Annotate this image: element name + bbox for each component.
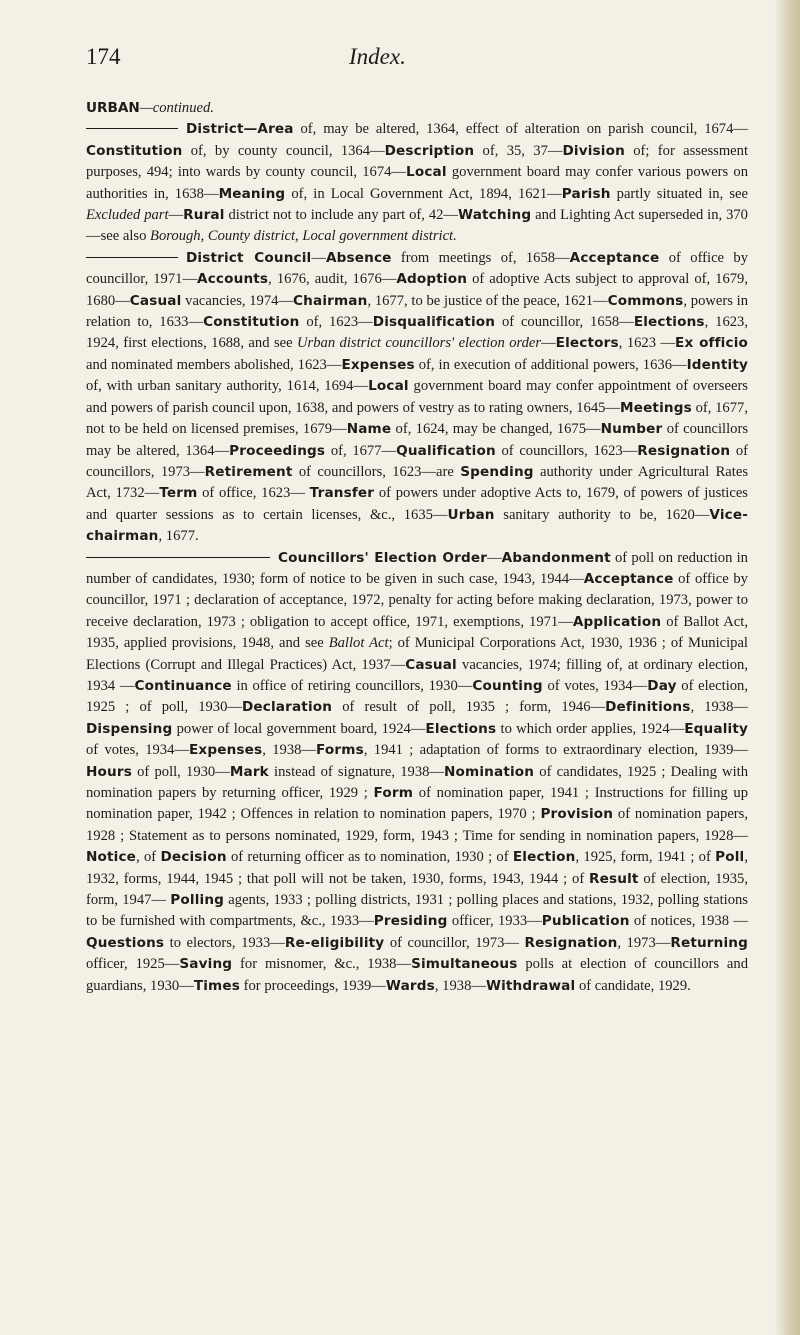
entry-text: of votes, 1934—	[542, 677, 648, 694]
index-keyword: Qualification	[396, 442, 496, 459]
ditto-rule	[86, 257, 178, 258]
entry-text: of, 1624, may be changed, 1675—	[391, 421, 601, 438]
index-keyword: Publication	[541, 913, 630, 930]
entry-text: of, 1623—	[299, 314, 373, 331]
index-keyword: Urban	[447, 506, 495, 523]
entry-text: , 1938—	[434, 977, 486, 994]
entry-text: —	[311, 249, 326, 266]
index-keyword: Questions	[86, 934, 165, 951]
entry-text: , powers in relation to, 1633—	[86, 292, 749, 331]
index-keyword: Name	[346, 421, 392, 438]
entry-text: ; of Municipal Corporations Act, 1930, 1936 ; of Municipal Elections (Corrupt and Illegal Practices) Act, 1937—	[86, 635, 748, 673]
entry-text: of votes, 1934—	[86, 742, 189, 759]
index-keyword: District Council	[186, 249, 312, 266]
cross-reference: Urban district councillors' election order	[297, 335, 542, 352]
index-keyword: Local	[368, 378, 409, 395]
index-keyword: Term	[159, 485, 198, 502]
entry-text: of candidate, 1929.	[575, 977, 691, 994]
entry-text: of, by county council, 1364—	[182, 142, 385, 159]
entry-text: agents, 1933 ; polling districts, 1931 ; polling places and stations, 1932, polling stations to be furnished with compartments, &c., 1933—	[86, 892, 748, 930]
entry-text: power of local government board, 1924—	[172, 720, 426, 737]
entry-text: authority under Agricultural Rates Act, 1732—	[86, 463, 748, 502]
entry-text: of candidates, 1925 ; Dealing with nomination papers by returning officer, 1929 ;	[86, 763, 749, 801]
index-keyword: Polling	[170, 892, 225, 909]
entry-text: government board may confer appointment of overseers and powers of parish council upon, 1638, and powers of vestry as to rating owners, 1645—	[86, 378, 748, 416]
index-keyword: Area	[257, 121, 294, 138]
index-keyword: Vice-chairman	[86, 506, 749, 545]
index-keyword: Provision	[540, 806, 614, 823]
entry-text: instead of signature, 1938—	[268, 763, 445, 780]
entry-text: of; for assessment purposes, 494; into wards by county council, 1674—	[86, 142, 749, 181]
index-keyword: Casual	[405, 656, 457, 673]
entry-text: —	[487, 549, 502, 566]
entry-text: of result of poll, 1935 ; form, 1946—	[332, 699, 606, 716]
index-body	[86, 98, 748, 997]
index-keyword: Continuance	[134, 677, 232, 694]
index-keyword: Constitution	[203, 314, 300, 331]
page-title: Index.	[349, 44, 406, 69]
index-keyword: Rural	[183, 207, 225, 224]
entry-text: , 1938—	[690, 699, 748, 716]
index-keyword: Declaration	[241, 699, 333, 716]
index-keyword: Re-eligibility	[284, 934, 385, 951]
index-keyword: Chairman	[293, 292, 368, 309]
entry-text: partly situated in, see	[610, 185, 748, 202]
entry-text: , 1623 —	[618, 335, 676, 352]
index-keyword: Meaning	[218, 185, 286, 202]
index-keyword: Number	[600, 421, 663, 438]
entry-text: of, in execution of additional powers, 1636—	[414, 356, 687, 373]
index-keyword: Forms	[316, 742, 364, 759]
index-keyword: Proceedings	[229, 442, 326, 459]
entry-text: , 1925, form, 1941 ; of	[575, 849, 716, 866]
entry-text: of councillor, 1658—	[495, 314, 634, 331]
index-keyword: Watching	[458, 207, 532, 224]
entry-text: , 1973—	[617, 934, 671, 951]
index-keyword: Wards	[385, 977, 435, 994]
cross-reference: Borough, County district, Local government district.	[150, 228, 457, 245]
index-keyword: Equality	[684, 720, 748, 737]
entry-text: of adoptive Acts subject to approval of, 1679, 1680—	[86, 271, 748, 309]
index-keyword: Saving	[179, 956, 233, 973]
index-keyword: Elections	[633, 314, 705, 331]
entry-text: —	[168, 207, 184, 224]
index-keyword: Nomination	[444, 763, 535, 780]
entry-text: , 1941 ; adaptation of forms to extraordinary election, 1939—	[363, 742, 748, 759]
index-keyword: Local	[406, 164, 447, 181]
entry-text: , 1623, 1924, first elections, 1688, and see	[86, 314, 748, 352]
index-keyword: Casual	[129, 292, 182, 309]
entry-text: and Lighting Act superseded in, 370—see also	[86, 207, 748, 245]
index-keyword: Accounts	[197, 271, 269, 288]
entry-text: of election, 1935, form, 1947—	[86, 870, 748, 909]
index-keyword: Result	[589, 870, 639, 887]
index-keyword: Resignation	[637, 442, 731, 459]
entry-text: of councillors, 1623—are	[292, 463, 461, 480]
entry-text: from meetings of, 1658—	[391, 249, 570, 266]
index-keyword: Definitions	[605, 699, 691, 716]
entry-text: and nominated members abolished, 1623—	[86, 356, 342, 373]
entry-text: of, 1677, not to be held on licensed premises, 1679—	[86, 399, 748, 438]
entry-text: , of	[136, 849, 161, 866]
page-number: 174	[86, 44, 121, 69]
ditto-rule	[86, 128, 178, 129]
index-keyword: Returning	[670, 934, 749, 951]
index-keyword: Division	[562, 142, 625, 159]
index-keyword: Form	[373, 785, 414, 801]
entry-text: to electors, 1933—	[164, 934, 285, 951]
entry-text: of councillors, 1973—	[86, 442, 748, 480]
entry-text: of office, 1623—	[197, 485, 310, 502]
index-keyword: Description	[384, 142, 475, 159]
page-edge-shadow	[774, 0, 800, 1335]
entry-heading-suffix: —continued.	[139, 100, 214, 116]
running-head	[86, 44, 746, 80]
entry-text: of powers under adoptive Acts to, 1679, of powers of justices and quarter sessions as to certain licenses, &c., 1635—	[86, 485, 748, 523]
index-entry	[86, 98, 748, 119]
index-keyword: Meetings	[620, 399, 692, 416]
entry-text: of, 35, 37—	[474, 142, 563, 159]
index-keyword: Times	[193, 977, 240, 994]
index-keyword: Commons	[607, 292, 684, 309]
entry-text: of councillors may be altered, 1364—	[86, 421, 749, 459]
index-keyword: Counting	[472, 677, 543, 694]
entry-text: for proceedings, 1939—	[240, 977, 386, 994]
entry-text: of poll on reduction in number of candidates, 1930; form of notice to be given in such case, 1943, 1944—	[86, 549, 748, 587]
index-keyword: Acceptance	[569, 249, 660, 266]
entry-text: officer, 1933—	[447, 913, 542, 930]
entry-text: vacancies, 1974; filling of, at ordinary election, 1934 —	[86, 656, 748, 694]
entry-text: officer, 1925—	[86, 956, 180, 973]
index-entry	[86, 119, 748, 247]
index-keyword: District	[186, 121, 244, 138]
entry-text: polls at election of councillors and guardians, 1930—	[86, 956, 748, 994]
index-keyword: Abandonment	[501, 549, 611, 566]
entry-heading: URBAN	[86, 100, 140, 116]
index-keyword: Parish	[561, 185, 611, 202]
index-keyword: Constitution	[86, 142, 183, 159]
index-keyword: Acceptance	[583, 570, 674, 587]
index-keyword: Notice	[86, 849, 137, 866]
entry-text: of, may be altered, 1364, effect of alteration on parish council, 1674—	[293, 121, 748, 138]
index-keyword: Councillors' Election Order	[278, 549, 488, 566]
cross-reference: Excluded part	[86, 207, 169, 224]
index-keyword: Identity	[686, 356, 748, 373]
index-keyword: Poll	[715, 849, 745, 866]
entry-text: —	[541, 335, 556, 352]
index-keyword: Application	[572, 613, 662, 630]
entry-text: of Ballot Act, 1935, applied provisions, 1948, and see	[86, 613, 748, 652]
index-keyword: Disqualification	[372, 314, 496, 331]
index-keyword: Retirement	[204, 463, 293, 480]
cross-reference: Ballot Act	[328, 635, 389, 652]
index-keyword: Day	[647, 677, 677, 694]
entry-text: of returning officer as to nomination, 1930 ; of	[226, 849, 513, 866]
entry-text: of councillors, 1623—	[495, 442, 638, 459]
entry-text: , 1932, forms, 1944, 1945 ; that poll will not be taken, 1930, forms, 1943, 1944 ; of	[86, 849, 748, 887]
entry-text: of poll, 1930—	[131, 763, 230, 780]
index-keyword: Presiding	[373, 913, 448, 930]
entry-text: , 1938—	[262, 742, 317, 759]
index-keyword: Expenses	[189, 742, 263, 759]
entry-text: , 1677, to be justice of the peace, 1621—	[367, 292, 608, 309]
entry-text: of councillor, 1973—	[384, 934, 525, 951]
index-keyword: Withdrawal	[485, 977, 576, 994]
entry-text: , 1676, audit, 1676—	[268, 271, 397, 288]
index-keyword: Dispensing	[86, 720, 173, 737]
entry-text: of office by councillor, 1971 ; declaration of acceptance, 1972, penalty for acting before making declaration, 1973, power to receive declaration, 1973 ; obligation to accept office, 1971, exemptions, 1971—	[86, 570, 748, 630]
index-keyword: Mark	[229, 763, 269, 780]
index-keyword: Expenses	[341, 356, 415, 373]
index-keyword: Ex officio	[675, 335, 749, 352]
entry-text: of nomination papers, 1928 ; Statement as to persons nominated, 1929, form, 1943 ; Time for sending in nomination papers, 1928—	[86, 806, 748, 844]
entry-text: of, 1677—	[325, 442, 397, 459]
entry-text: of election, 1925 ; of poll, 1930—	[86, 677, 748, 716]
entry-text: government board may confer various powers on authorities in, 1638—	[86, 164, 748, 202]
index-keyword: Hours	[86, 763, 132, 780]
index-keyword: Decision	[160, 849, 227, 866]
index-keyword: Resignation	[524, 934, 618, 951]
entry-text: to which order applies, 1924—	[496, 720, 685, 737]
index-keyword: Transfer	[309, 485, 375, 502]
index-keyword: Elections	[425, 720, 497, 737]
index-keyword: —	[243, 121, 258, 138]
entry-text: of, in Local Government Act, 1894, 1621—	[285, 185, 562, 202]
entry-text: vacancies, 1974—	[181, 292, 294, 309]
index-entry	[86, 548, 748, 998]
ditto-rule	[86, 557, 270, 558]
entry-text: of notices, 1938 —	[629, 913, 748, 930]
entry-text: district not to include any part of, 42—	[224, 207, 459, 224]
index-keyword: Adoption	[396, 271, 468, 288]
index-entry	[86, 248, 748, 548]
entry-text: of nomination paper, 1941 ; Instructions for filling up nomination paper, 1942 ; Offences in relation to nomination papers, 1970 ;	[86, 785, 749, 823]
entry-text: in office of retiring councillors, 1930—	[231, 677, 473, 694]
index-keyword: Simultaneous	[411, 956, 518, 973]
entry-text: sanitary authority to be, 1620—	[494, 506, 710, 523]
entry-text: of office by councillor, 1971—	[86, 249, 748, 288]
entry-text: for misnomer, &c., 1938—	[232, 956, 412, 973]
index-keyword: Spending	[460, 463, 534, 480]
entry-text: , 1677.	[158, 528, 199, 545]
entry-text: of, with urban sanitary authority, 1614, 1694—	[86, 378, 369, 395]
index-keyword: Absence	[325, 249, 392, 266]
index-keyword: Electors	[555, 335, 619, 352]
index-keyword: Election	[512, 849, 576, 866]
